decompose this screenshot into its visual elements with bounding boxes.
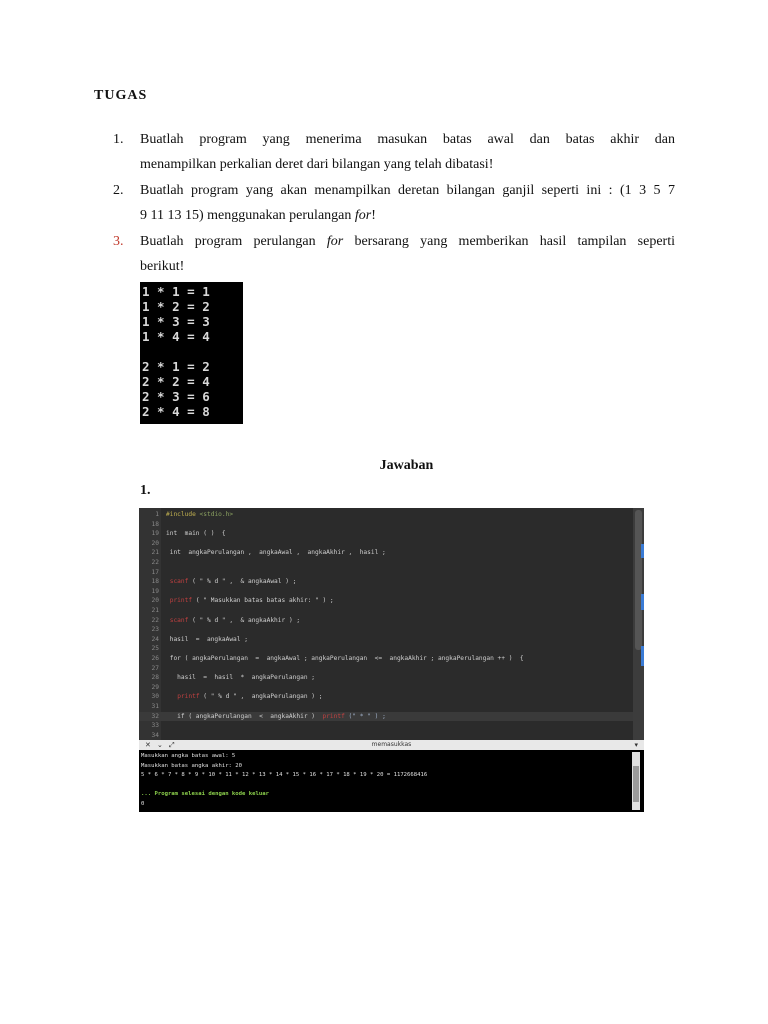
terminal-output — [141, 752, 427, 809]
console-line: 1 * 2 = 2 — [142, 299, 210, 314]
console-line: 2 * 4 = 8 — [142, 404, 210, 419]
console-line: 2 * 3 = 6 — [142, 389, 210, 404]
console-line: 1 * 1 = 1 — [142, 284, 210, 299]
code-line: 21 — [151, 607, 159, 614]
code-line: 18 — [151, 520, 159, 528]
code-line: 27 — [151, 664, 159, 672]
code-line: 1 #include <stdio.h> — [155, 511, 234, 518]
answer-number: 1. — [140, 483, 151, 498]
code-line: 19 — [151, 587, 159, 595]
code-line: 24 hasil = angkaAwal ; — [151, 635, 248, 643]
scroll-marker — [641, 544, 644, 558]
dropdown-icon[interactable]: ▾ — [634, 741, 638, 749]
code-line: 28 hasil = hasil * angkaPerulangan ; — [151, 674, 316, 682]
code-line: 21 int angkaPerulangan , angkaAwal , angkaAkhir , hasil ; — [151, 549, 386, 557]
ide-screenshot — [139, 508, 644, 812]
terminal-panel — [139, 740, 644, 812]
task-2-line-2: 9 11 13 15) menggunakan perulangan for! — [140, 208, 376, 223]
editor-scrollbar-thumb[interactable] — [635, 510, 642, 650]
code-line: 34 — [151, 731, 159, 739]
close-icon[interactable]: ✕ — [145, 741, 151, 749]
code-line: 22 — [151, 559, 159, 566]
example-output-console — [140, 282, 243, 424]
scroll-marker — [641, 594, 644, 610]
terminal-line — [141, 781, 427, 791]
editor-scrollbar[interactable] — [633, 508, 644, 740]
code-line: 18 scanf ( " % d " , & angkaAwal ) ; — [151, 578, 297, 586]
code-editor — [139, 508, 633, 740]
code-line: 23 — [151, 626, 159, 634]
console-line: 2 * 1 = 2 — [142, 359, 210, 374]
task-1-number: 1. — [113, 132, 124, 147]
code-line: 25 — [151, 645, 159, 653]
task-1-line-2: menampilkan perkalian deret dari bilangan yang telah dibatasi! — [140, 157, 494, 172]
terminal-line: 5 * 6 * 7 * 8 * 9 * 10 * 11 * 12 * 13 * 14 * 15 * 16 * 17 * 18 * 19 * 20 = 1172668416 — [141, 772, 428, 778]
expand-icon[interactable]: ⤢ — [169, 741, 175, 749]
code-line: 33 — [151, 722, 159, 730]
terminal-scrollbar-thumb[interactable] — [633, 766, 639, 802]
terminal-line: 0 — [141, 800, 145, 807]
answer-heading: Jawaban — [379, 458, 434, 473]
task-3-number: 3. — [113, 234, 124, 249]
terminal-scrollbar[interactable] — [632, 752, 640, 810]
terminal-toolbar — [139, 740, 644, 750]
code-line: 22 scanf ( " % d " , & angkaAkhir ) ; — [151, 616, 301, 624]
terminal-line: Masukkan batas angka akhir: 20 — [141, 762, 243, 769]
task-3-line-2: berikut! — [140, 259, 185, 274]
console-line: 1 * 3 = 3 — [142, 314, 210, 329]
task-3-line-1: Buatlah program perulangan for bersarang yang memberikan hasil tampilan seperti — [140, 234, 675, 249]
task-1-line-1: Buatlah program yang menerima masukan batas awal dan batas akhir dan — [140, 132, 675, 147]
code-line: 20 printf ( " Masukkan batas batas akhir: " ) ; — [151, 597, 334, 605]
terminal-line: Masukkan angka batas awal: 5 — [141, 753, 236, 759]
code-line: 19 int main ( ) { — [151, 530, 226, 538]
code-line-current: 32 if ( angkaPerulangan < angkaAkhir ) printf (" * " ) ; — [139, 712, 633, 722]
console-line: 2 * 2 = 4 — [142, 374, 210, 389]
terminal-title: memasukkas — [371, 741, 412, 748]
code-line: 29 — [151, 683, 159, 691]
console-line: 1 * 4 = 4 — [142, 329, 210, 344]
terminal-finish-line: ... Program selesai dengan kode keluar — [141, 791, 269, 797]
code-line: 26 for ( angkaPerulangan = angkaAwal ; angkaPerulangan <= angkaAkhir ; angkaPerulangan ++ ) { — [151, 655, 524, 662]
document-heading: TUGAS — [94, 88, 148, 103]
chevron-down-icon[interactable]: ⌄ — [157, 741, 163, 749]
scroll-marker — [641, 646, 644, 666]
code-line: 17 — [151, 568, 159, 576]
code-line: 30 printf ( " % d " , angkaPerulangan ) ; — [151, 693, 323, 701]
code-line: 31 — [151, 703, 159, 710]
task-2-line-1: Buatlah program yang akan menampilkan deretan bilangan ganjil seperti ini : (1 3 5 7 — [140, 183, 675, 198]
task-2-number: 2. — [113, 183, 124, 198]
code-line: 20 — [151, 539, 159, 547]
